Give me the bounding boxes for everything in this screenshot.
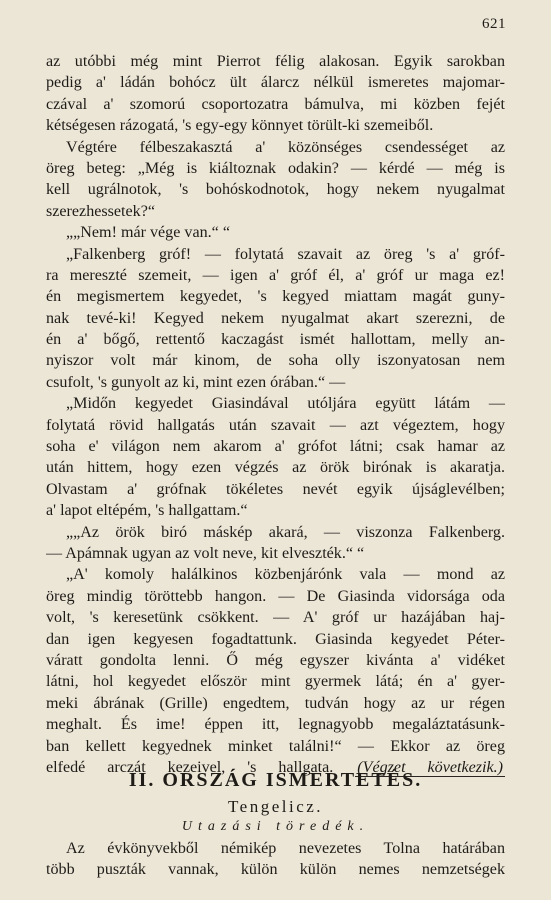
text-line: „A' komoly halálkinos közbenjárónk vala — mond az bbox=[66, 566, 505, 584]
text-line: Olvastam a' grófnak tökéletes nevét egyik újságlevélben; bbox=[46, 480, 505, 498]
last-body-line: elfedé arczát kezeivel, 's hallgata. bbox=[46, 758, 334, 776]
text-line: nyiszor volt már kinom, de soha olly iszonyatosan nem bbox=[46, 352, 505, 370]
text-line: az utóbbi még mint Pierrot félig alakosan. Egyik sarokban bbox=[46, 53, 505, 70]
body-text bbox=[46, 51, 505, 778]
article-subtitle: Utazási töredék. bbox=[181, 819, 370, 834]
text-line: folytatá rövid hallgatás után szavait — azt végeztem, hogy bbox=[46, 416, 505, 434]
text-line: soha e' világon nem akarom a' grófot látni; csak hamar az bbox=[46, 438, 505, 456]
article-title: Tengelicz. bbox=[227, 797, 324, 816]
text-line: után hittem, hogy ezen végzés az örök birónak is akaratja. bbox=[46, 459, 505, 477]
article-text bbox=[46, 838, 505, 881]
text-line: én a' bőgő, rettentő kaczagást ismét hallottam, melly an- bbox=[46, 331, 505, 349]
text-line: öreg mindig töröttebb hangon. — De Giasinda vidorsága oda bbox=[46, 587, 505, 605]
continuation-note: (Végzet következik.) bbox=[357, 758, 503, 776]
text-line: meghalt. És ime! éppen itt, legnagyobb megaláztatásunk- bbox=[46, 716, 505, 734]
text-line: csufolt, 's gunyolt az ki, mint ezen órában.“ — bbox=[46, 373, 346, 391]
text-line: nak tevé-ki! Kegyed nekem nyugalmat akart szerezni, de bbox=[46, 309, 505, 327]
text-line: kell ugrálnotok, 's bohóskodnotok, hogy nekem nyugalmat bbox=[46, 181, 505, 199]
text-line: én megismertem kegyedet, 's kegyed miattam magát guny- bbox=[46, 288, 505, 306]
section-title: II. ORSZÁG ISMERTETÉS. bbox=[128, 769, 423, 791]
text-line: „„Az örök biró máskép akará, — viszonza Falkenberg. bbox=[66, 523, 505, 541]
text-line: több puszták vannak, külön külön nemes nemzetségek bbox=[46, 861, 505, 879]
text-line: a' lapot eltépém, 's hallgattam.“ bbox=[46, 502, 248, 520]
text-line: — Apámnak ugyan az volt neve, kit elveszték.“ “ bbox=[46, 544, 365, 562]
text-line: pedig a' ládán bohócz ült álarcz nélkül ismeretes majomar- bbox=[46, 74, 505, 92]
text-line: „„Nem! már vége van.“ “ bbox=[66, 224, 230, 242]
text-line: Végtére félbeszakasztá a' közönséges csendességet az bbox=[66, 138, 505, 156]
text-line: czával a' szomorú csoportozatra bámulva, mi közben fejét bbox=[46, 95, 505, 113]
text-line: öreg beteg: „Még is kiáltoznak odakin? — kérdé — még is bbox=[46, 159, 505, 177]
text-line: dan igen kegyesen fogadtattunk. Giasinda kegyedet Péter- bbox=[46, 630, 505, 648]
text-line: váratt gondolta lenni. Ő még egyszer kivánta a' vidéket bbox=[46, 651, 505, 669]
text-line: látni, hol kegyedet először mint gyermek látá; én a' gyer- bbox=[46, 673, 505, 691]
text-line: kétségesen rázogatá, 's egy-egy könnyet törült-ki szemeiből. bbox=[46, 117, 434, 135]
text-line: „Midőn kegyedet Giasindával utóljára együtt látám — bbox=[66, 395, 505, 413]
text-line: „Falkenberg gróf! — folytatá szavait az öreg 's a' gróf- bbox=[66, 245, 505, 263]
text-line: ban kellett kegyednek minket találni!“ — Ekkor az öreg bbox=[46, 737, 505, 755]
text-line: szerezhessetek?“ bbox=[46, 202, 156, 220]
text-line: meki ábrának (Grille) engedtem, tudván hogy az ur régen bbox=[46, 694, 505, 712]
text-line: Az évkönyvekből némikép nevezetes Tolna határában bbox=[66, 840, 505, 857]
page-number: 621 bbox=[482, 16, 506, 32]
text-line: volt, 's keresetünk csökkent. — A' gróf ur hazájában haj- bbox=[46, 609, 505, 627]
text-line: ra mereszté szemeit, — igen a' gróf él, a' gróf ur maga ez! bbox=[46, 266, 505, 284]
